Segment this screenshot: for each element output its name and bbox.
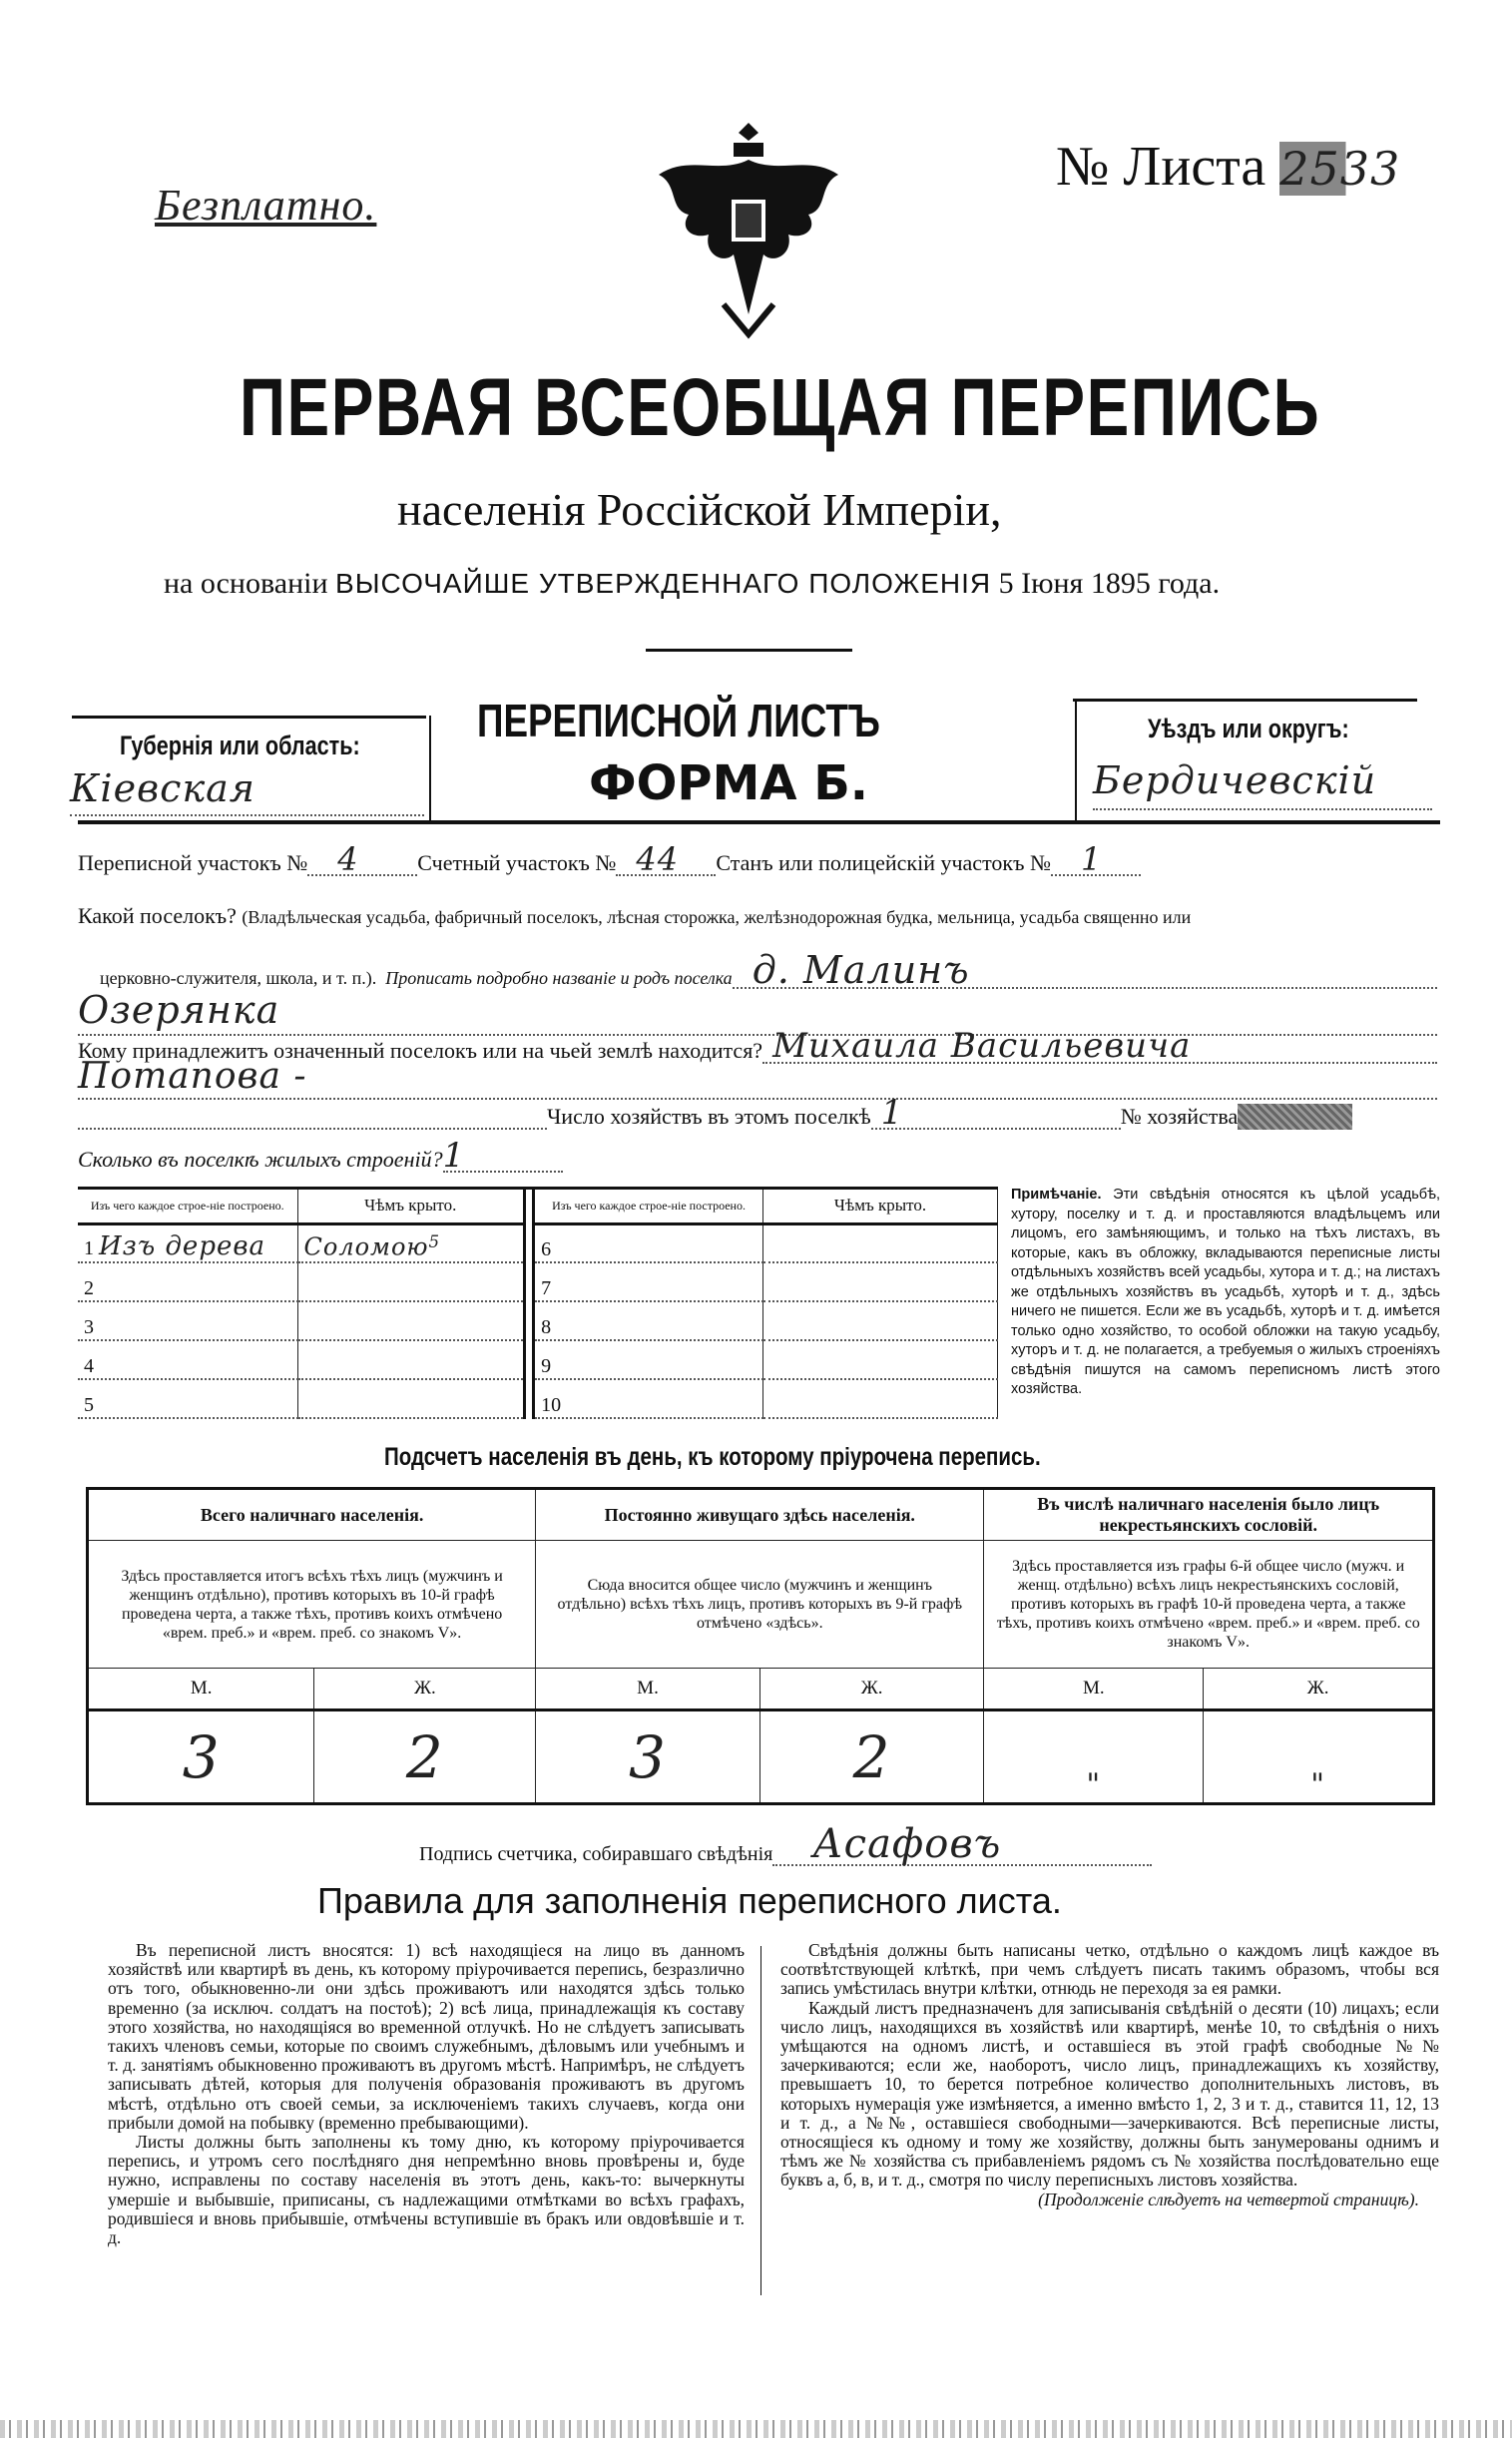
buildings-table-right (532, 1190, 998, 1419)
material-value[interactable]: Изъ дерева (99, 1231, 265, 1261)
population-heading: Подсчетъ населенія въ день, къ которому пріурочена перепись. (384, 1443, 1041, 1471)
total-male-value[interactable]: 3 (88, 1710, 314, 1804)
rules-right-column (780, 1941, 1439, 2209)
sheet-number-label: № Листа (1056, 136, 1266, 198)
buildings-label: Сколько въ поселкѣ жилыхъ строеній? (78, 1147, 443, 1172)
rules-paragraph: Каждый листъ предназначенъ для записыванія свѣдѣній о десяти (10) лицахъ; если число лицъ, находящихся въ хозяйствѣ или квартирѣ, менѣе 10, то свѣдѣнія о нихъ умѣщаются на одномъ листѣ, и оставшіеся въ этой графѣ свободные №№ зачеркиваются; если же, наоборотъ, число лицъ, принадлежащихъ къ хозяйству, превышаетъ 10, то берется потребное количество дополнительныхъ листовъ, въ которыхъ нумерація уже измѣняется, а именно вмѣсто 1, 2, 3 и т. д., ставится 11, 12, 13 и т. д., а №№, оставшіеся свободными—зачеркиваются. Всѣ переписные листы, относящіеся къ одному и тому же хозяйству, должны быть занумерованы однимъ и тѣмъ же № хозяйства съ прибавленіемъ рядомъ съ № хозяйства послѣдовательно еще буквъ а, б, в, и т. д., смотря по числу переписныхъ листовъ хозяйства. (780, 1997, 1439, 2191)
row-number: 1 (84, 1237, 94, 1259)
divider (78, 820, 1440, 824)
census-district-value[interactable]: 4 (307, 844, 417, 876)
column-desc-total: Здѣсь проставляется итогъ всѣхъ тѣхъ лицъ (мужчинъ и женщинъ отдѣльно), противъ которыхъ въ 10-й графѣ проведена черта, а также тѣхъ, противъ коихъ отмѣчено «врем. преб.» и «врем. преб. со знакомъ V». (88, 1541, 536, 1669)
settlement-row (78, 903, 1191, 929)
column-desc-non-peasant: Здѣсь проставляется изъ графы 6-й общее число (мужч. и женщ. отдѣльно) всѣхъ лицъ некрестьянскихъ сословій, противъ которыхъ въ графѣ 10-й проведена черта, а также тѣхъ, противъ коихъ отмѣчено «врем. преб.» и «врем. преб. со знакомъ V». (984, 1541, 1434, 1669)
count-district-value[interactable]: 44 (616, 844, 716, 876)
roof-cell[interactable] (297, 1301, 525, 1340)
divider (429, 716, 431, 823)
police-district-label: Станъ или полицейскій участокъ № (716, 850, 1051, 875)
non-peasant-male-value[interactable]: " (984, 1710, 1204, 1804)
settlement-row-2 (100, 948, 1437, 992)
roof-cell[interactable] (763, 1340, 998, 1379)
rules-paragraph: Свѣдѣнія должны быть написаны четко, отдѣльно о каждомъ лицѣ каждое въ соотвѣтствующей клѣткѣ, при чемъ слѣдуетъ писать такимъ образомъ, чтобы вся запись умѣстилась внутри клѣтки, отнюдь не переходя за ея рамки. (780, 1940, 1439, 1999)
households-blank (78, 1128, 547, 1130)
note-title: Примѣчаніе. (1011, 1187, 1102, 1203)
table-row (534, 1340, 998, 1379)
signature-value[interactable]: Асафовъ (772, 1824, 1152, 1866)
legal-basis (164, 567, 1220, 601)
row-number[interactable]: 9 (534, 1340, 763, 1379)
table-row (78, 1262, 525, 1301)
owner-value[interactable]: Михаила Васильевича (762, 1030, 1437, 1064)
legal-basis-prefix: на основаніи (164, 567, 328, 600)
roof-cell[interactable] (297, 1379, 525, 1418)
roof-cell[interactable] (763, 1223, 998, 1262)
table-row (534, 1379, 998, 1418)
settlement-label: Какой поселокъ? (78, 903, 237, 928)
male-header: М. (88, 1669, 314, 1710)
household-number-label: № хозяйства (1120, 1104, 1239, 1129)
sheet-title: ПЕРЕПИСНОЙ ЛИСТЪ (477, 695, 880, 746)
legal-basis-date: 5 Іюня 1895 года. (998, 567, 1221, 600)
column-title-non-peasant: Въ числѣ наличнаго населенія было лицъ некрестьянскихъ сословій. (984, 1489, 1434, 1541)
population-table (86, 1487, 1435, 1805)
signature-row (419, 1821, 1152, 1867)
female-header: Ж. (1204, 1669, 1434, 1710)
table-row (78, 1379, 525, 1418)
households-row (78, 1093, 1437, 1133)
row-number[interactable]: 2 (78, 1262, 297, 1301)
divider (1075, 699, 1077, 823)
table-row (78, 1223, 525, 1262)
owner-label: Кому принадлежитъ означенный поселокъ или на чьей землѣ находится? (78, 1038, 763, 1063)
continued-note: (Продолженіе слѣдуетъ на четвертой страницѣ). (1038, 2189, 1419, 2209)
permanent-male-value[interactable]: 3 (536, 1710, 760, 1804)
sheet-number (1056, 135, 1400, 199)
settlement-hint: (Владѣльческая усадьба, фабричный поселокъ, лѣсная сторожка, желѣзнодорожная будка, мельница, усадьба священно или (242, 907, 1192, 927)
row-number[interactable]: 10 (534, 1379, 763, 1418)
total-female-value[interactable]: 2 (314, 1710, 536, 1804)
settlement-value[interactable]: д. Малинъ (733, 953, 1437, 989)
rules-paragraph: Въ переписной листъ вносятся: 1) всѣ находящіеся на лицо въ данномъ хозяйствѣ или квартирѣ въ день, къ которому пріурочивается перепись, безразлично отъ того, обыкновенно-ли они здѣсь проживаютъ или находятся здѣсь только временно (за исключ. солдатъ на постоѣ); 2) всѣ лица, принадлежащія къ составу этого хозяйства, но находящіяся во временной отлучкѣ. Но не слѣдуетъ записывать такихъ членовъ семьи, которые по своимъ служебнымъ, дѣловымъ или учебнымъ и т. д. занятіямъ обыкновенно проживаютъ въ другомъ мѣстѣ. Напримѣръ, не слѣдуетъ записывать дѣтей, которыя для полученія образованія проживаютъ въ другомъ мѣстѣ, отдѣльно отъ своей семьи, за исключеніемъ такихъ случаевъ, когда они прибыли домой на побывку (временно пребывающими). (108, 1940, 745, 2133)
column-divider (760, 1946, 761, 2295)
divider (646, 649, 852, 652)
page-subtitle: населенія Россійской Имперіи, (397, 484, 1002, 535)
province-value: Кіевская (70, 766, 424, 816)
roof-cell[interactable] (763, 1301, 998, 1340)
settlement-value-cont[interactable]: Озерянка (78, 988, 1437, 1036)
legal-basis-caps: ВЫСОЧАЙШЕ УТВЕРЖДЕННАГО ПОЛОЖЕНІЯ (335, 568, 992, 599)
imperial-eagle-emblem (649, 115, 848, 339)
permanent-female-value[interactable]: 2 (759, 1710, 984, 1804)
table-row (78, 1301, 525, 1340)
form-name: ФОРМА Б. (589, 755, 869, 811)
note-text: Эти свѣдѣнія относятся къ цѣлой усадьбѣ, хутору, поселку и т. д. и проставляются владѣльцемъ или лицомъ, его замѣняющимъ, и только на тѣхъ листахъ, въ которые, какъ въ обложку, вкладываются переписные листы отдѣльныхъ хозяйствъ всей усадьбы, хутора и т. д.; на листахъ же отдѣльныхъ хозяйствъ въ усадьбѣ, хуторѣ и т. д., здѣсь ничего не пишется. Если же въ усадьбѣ, хуторѣ и т. д. имѣется только одно хозяйство, то особой обложки на такую усадьбу, хуторъ и т. д. не полагается, а требуемыя о жилыхъ строеніяхъ свѣдѣнія пишутся на самомъ переписномъ листѣ этого хозяйства. (1011, 1187, 1440, 1397)
table-row (534, 1262, 998, 1301)
owner-value-cont[interactable]: Потапова - (78, 1056, 1437, 1100)
divider (1073, 699, 1417, 702)
column-title-total: Всего наличнаго населенія. (88, 1489, 536, 1541)
row-number[interactable]: 3 (78, 1301, 297, 1340)
column-desc-permanent: Сюда вносится общее число (мужчинъ и женщинъ отдѣльно) всѣхъ тѣхъ лицъ, противъ которыхъ въ 9-й графѣ отмѣчено «здѣсь». (536, 1541, 984, 1669)
signature-label: Подпись счетчика, собиравшаго свѣдѣнія (419, 1843, 773, 1865)
row-number[interactable]: 8 (534, 1301, 763, 1340)
roof-cell[interactable] (763, 1379, 998, 1418)
province-label: Губернія или область: (120, 731, 360, 760)
household-number-redacted (1238, 1104, 1352, 1130)
male-header: М. (984, 1669, 1204, 1710)
count-district-label: Счетный участокъ № (417, 850, 617, 875)
households-label: Число хозяйствъ въ этомъ поселкѣ (547, 1104, 871, 1129)
police-district-value[interactable]: 1 (1051, 844, 1141, 876)
roof-value[interactable]: Соломою (303, 1233, 429, 1261)
buildings-row (78, 1136, 563, 1176)
buildings-table-left (78, 1190, 526, 1419)
sheet-number-value: 2533 (1279, 142, 1401, 196)
district-label: Уѣздъ или округъ: (1148, 714, 1349, 743)
table-row (78, 1340, 525, 1379)
row-number[interactable]: 4 (78, 1340, 297, 1379)
column-header-roof: Чѣмъ крыто. (763, 1190, 998, 1223)
roof-cell[interactable] (297, 1340, 525, 1379)
rules-left-column (108, 1941, 745, 2247)
non-peasant-female-value[interactable]: " (1204, 1710, 1434, 1804)
divider (72, 716, 426, 719)
settlement-hint-italic: Прописать подробно названіе и родъ поселка (385, 968, 733, 988)
district-row (78, 840, 1141, 878)
row-number[interactable]: 7 (534, 1262, 763, 1301)
buildings-value[interactable]: 1 (443, 1141, 563, 1173)
page-title: ПЕРВАЯ ВСЕОБЩАЯ ПЕРЕПИСЬ (240, 362, 1321, 453)
column-header-roof: Чѣмъ крыто. (297, 1190, 525, 1223)
column-title-permanent: Постоянно живущаго здѣсь населенія. (536, 1489, 984, 1541)
table-row (534, 1223, 998, 1262)
male-header: М. (536, 1669, 760, 1710)
census-district-label: Переписной участокъ № (78, 850, 308, 875)
row-number[interactable]: 6 (534, 1223, 763, 1262)
row-number[interactable]: 5 (78, 1379, 297, 1418)
female-header: Ж. (314, 1669, 536, 1710)
free-label: Безплатно. (155, 181, 377, 230)
roof-cell[interactable] (763, 1262, 998, 1301)
female-header: Ж. (759, 1669, 984, 1710)
households-value[interactable]: 1 (871, 1098, 1121, 1130)
settlement-hint-2: церковно-служителя, школа, и т. п.). (100, 968, 377, 988)
column-header-material: Изъ чего каждое строе-ніе построено. (78, 1190, 297, 1223)
buildings-table (78, 1187, 998, 1419)
rules-title: Правила для заполненія переписного листа. (317, 1880, 1062, 1921)
column-header-material: Изъ чего каждое строе-ніе построено. (534, 1190, 763, 1223)
table-row (534, 1301, 998, 1340)
note (1011, 1186, 1440, 1400)
rules-paragraph: Листы должны быть заполнены къ тому дню, къ которому пріурочивается перепись, и утромъ сего послѣдняго дня непремѣнно вновь провѣрены и, буде нужно, исправлены по составу населенія въ этотъ день, какъ-то: вычеркнуты умершіе и выбывшіе, приписаны, съ надлежащими отмѣтками во всѣхъ графахъ, родившіеся и вновь прибывшіе, отмѣчены вступившіе въ бракъ или овдовѣвшіе и т. д. (108, 2132, 745, 2248)
scan-edge (0, 2420, 1512, 2438)
district-value: Бердичевскій (1093, 758, 1432, 810)
roof-cell[interactable] (297, 1262, 525, 1301)
roof-mark: 5 (428, 1232, 441, 1252)
